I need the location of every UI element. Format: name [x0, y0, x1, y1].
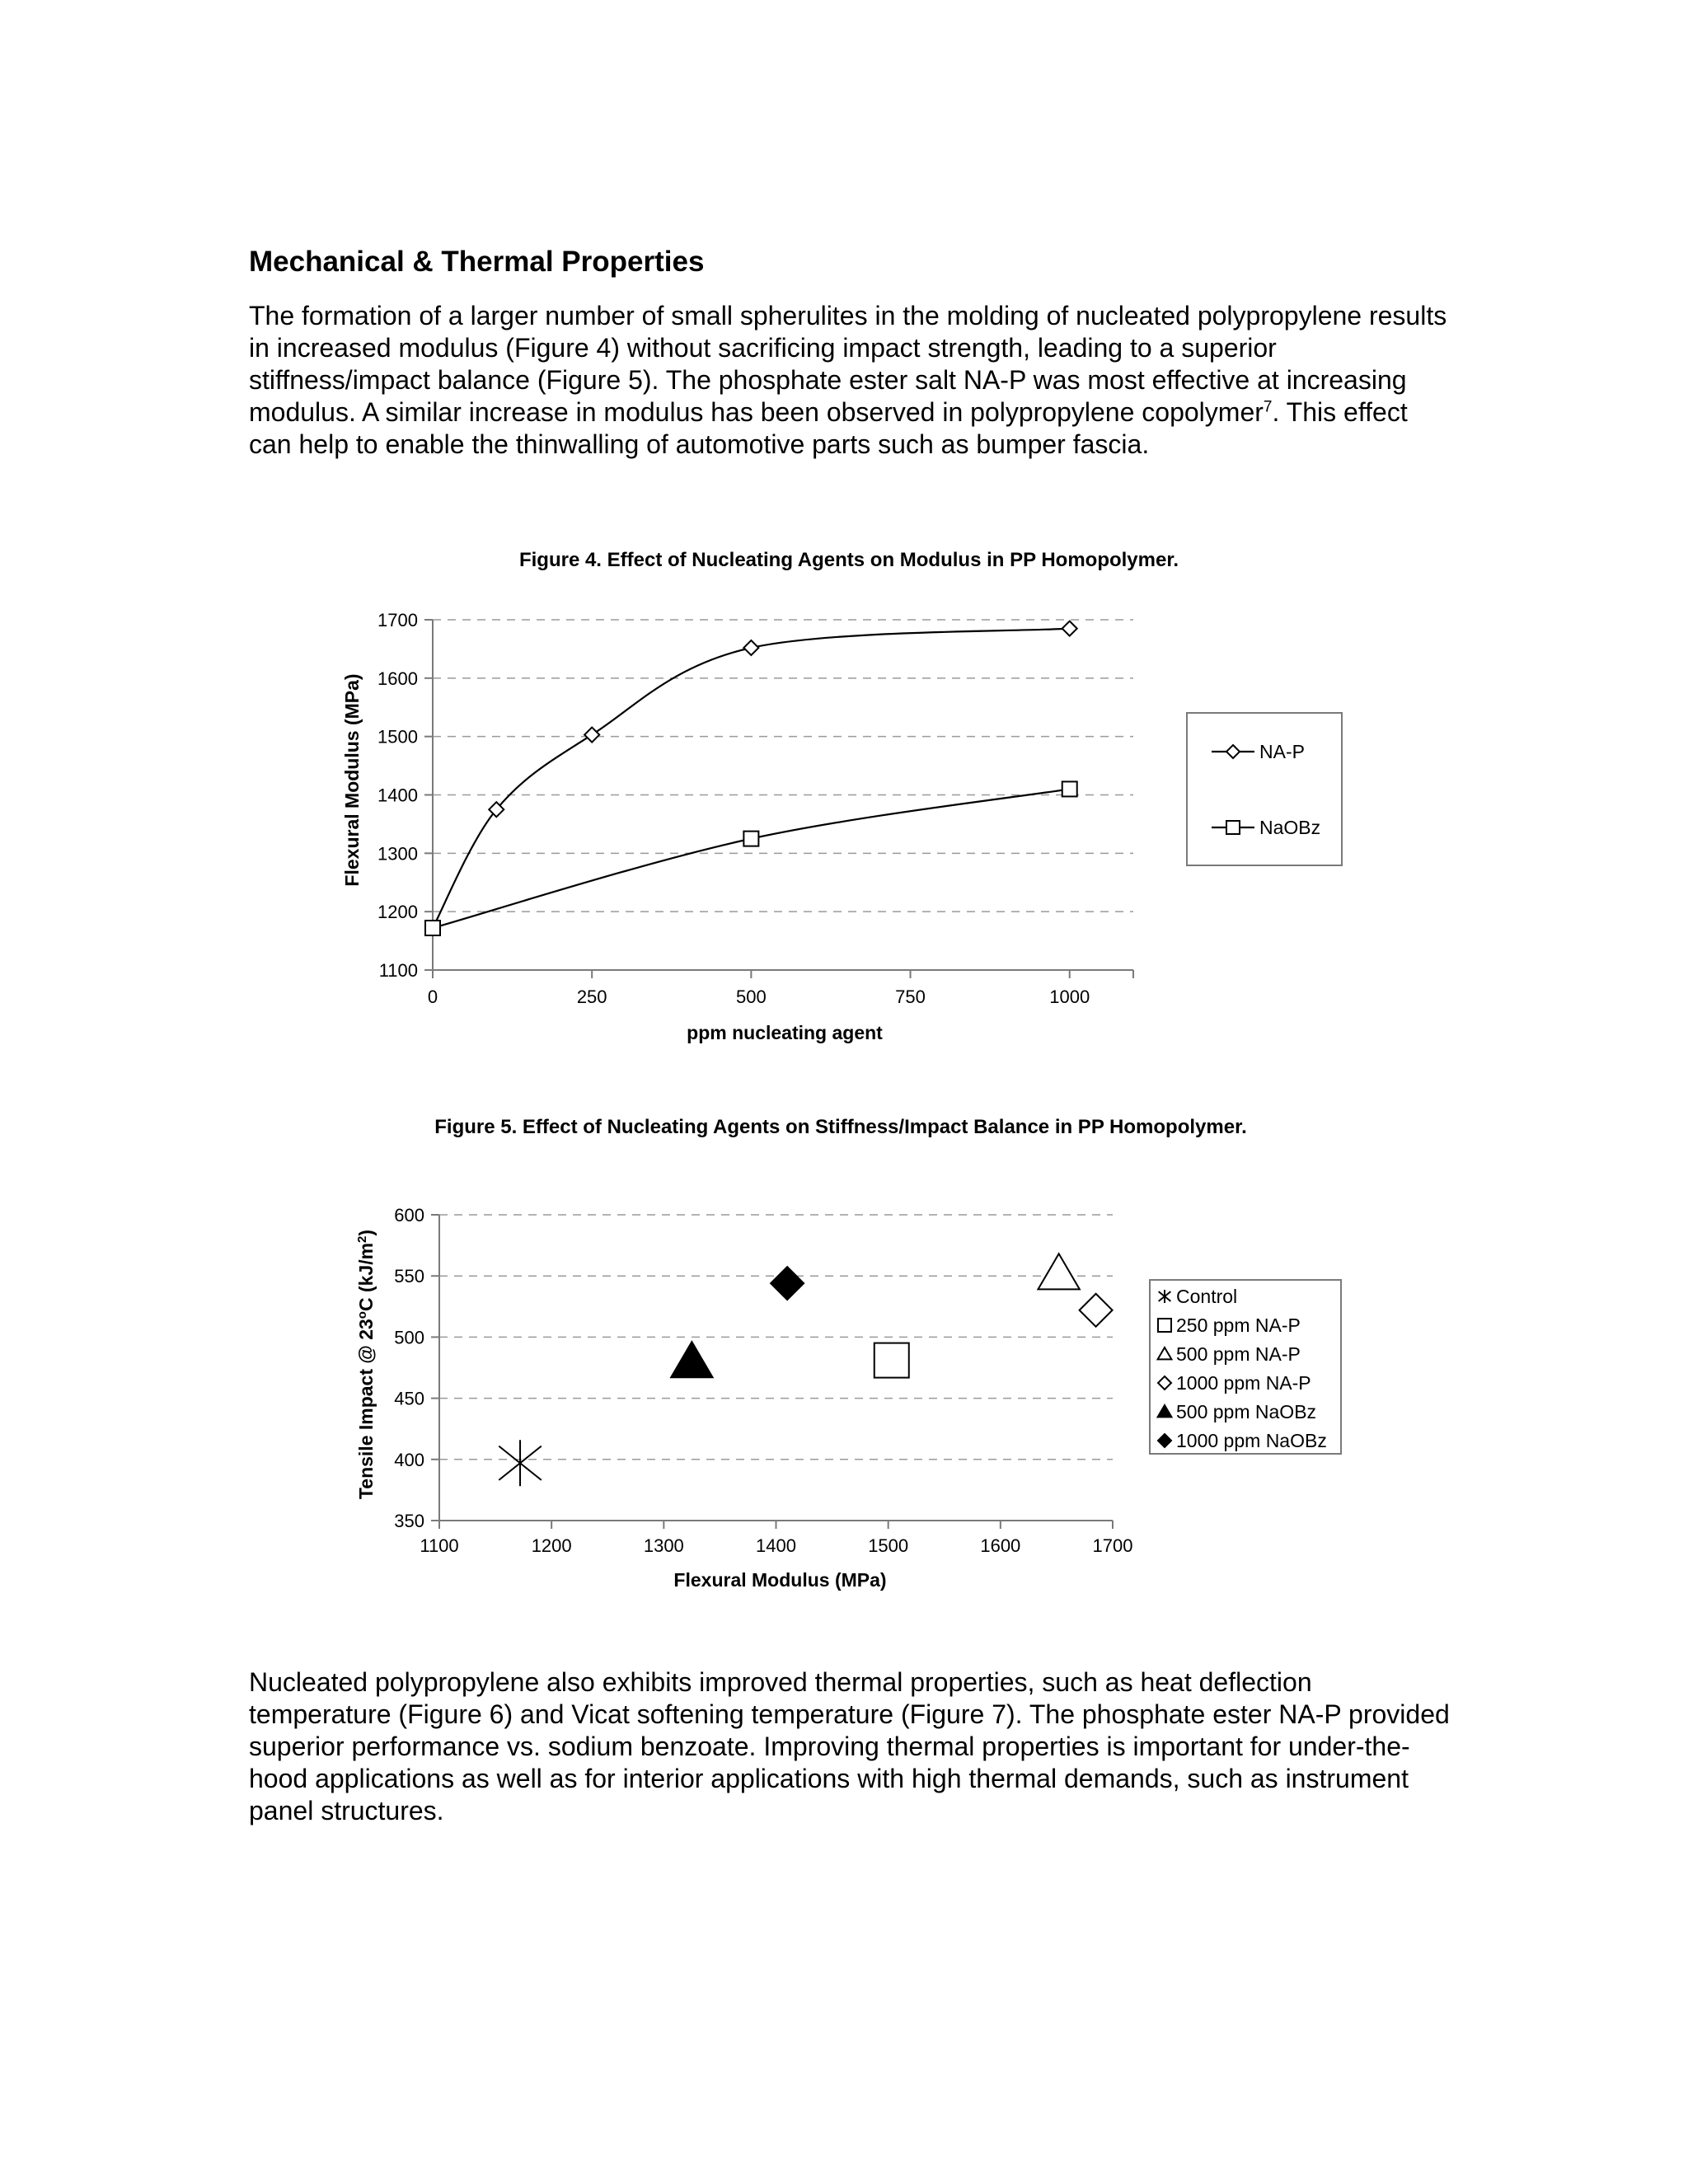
legend-label: 500 ppm NaOBz [1176, 1401, 1317, 1422]
figure4-caption: Figure 4. Effect of Nucleating Agents on Modulus in PP Homopolymer. [518, 549, 1179, 571]
x-tick-label: 750 [895, 987, 926, 1007]
x-tick-label: 0 [427, 987, 438, 1007]
y-tick-label: 500 [394, 1327, 424, 1348]
y-tick-label: 1300 [377, 843, 418, 865]
x-tick-label: 1300 [643, 1535, 684, 1556]
y-axis-label-part: Tensile Impact @ 23 [355, 1319, 377, 1500]
x-tick-label: 250 [576, 987, 607, 1007]
y-axis-label: Flexural Modulus (MPa) [341, 673, 363, 887]
x-tick-label: 500 [736, 987, 767, 1007]
data-point-250-ppm-na-p [874, 1343, 909, 1378]
data-point-500-ppm-na-p [1038, 1254, 1079, 1289]
x-tick-label: 1100 [420, 1535, 459, 1556]
x-tick-label: 1400 [756, 1535, 796, 1556]
y-tick-label: 1400 [377, 785, 418, 806]
legend-label: 1000 ppm NA-P [1176, 1372, 1311, 1394]
data-point-1000-ppm-na-p [1080, 1294, 1113, 1327]
paragraph-thermal: Nucleated polypropylene also exhibits improved thermal properties, such as heat deflection temperature (Figure 6) and Vicat softening temperature (Figure 7). The phosphate ester NA-P provided superior performance vs. sodium benzoate. Improving thermal properties is important for under-the-hood applications as well as for interior applications with high thermal demands, such as instrument panel structures. [249, 1667, 1450, 1825]
x-tick-label: 1700 [1092, 1535, 1133, 1556]
y-tick-label: 1100 [378, 960, 418, 981]
figure5-caption: Figure 5. Effect of Nucleating Agents on Stiffness/Impact Balance in PP Homopolymer. [434, 1116, 1247, 1138]
section-heading: Mechanical & Thermal Properties [249, 246, 705, 278]
y-axis-label-part: 2 [355, 1235, 369, 1243]
y-axis-label-part: ) [355, 1229, 377, 1236]
y-tick-label: 400 [394, 1449, 424, 1470]
x-tick-label: 1600 [980, 1535, 1021, 1556]
x-tick-label: 1000 [1049, 987, 1090, 1007]
x-axis-label: ppm nucleating agent [687, 1022, 883, 1043]
y-axis-label [355, 1230, 377, 1499]
y-axis-label-part: o [355, 1311, 369, 1319]
y-tick-label: 1600 [377, 668, 418, 689]
y-axis-label-part: C (kJ/m [355, 1242, 377, 1312]
data-point-control [499, 1440, 542, 1486]
paragraph-mechanical-text: The formation of a larger number of small spherulites in the molding of nucleated polypropylene results in increased modulus (Figure 4) without sacrificing impact strength, leading to a superior stiffness/impact balance (Figure 5). The phosphate ester salt NA-P was most effective at increasing modulus. A similar increase in modulus has been observed in polypropylene copolymer [249, 301, 1447, 427]
data-point-1000-ppm-naobz [771, 1267, 804, 1300]
legend-label: Control [1176, 1286, 1238, 1307]
reference-superscript: 7 [1263, 398, 1273, 416]
x-axis-label: Flexural Modulus (MPa) [673, 1569, 887, 1591]
x-tick-label: 1200 [531, 1535, 572, 1556]
legend-label: NaOBz [1259, 817, 1321, 838]
y-tick-label: 1200 [377, 902, 418, 923]
legend-label: 1000 ppm NaOBz [1176, 1430, 1327, 1451]
y-tick-label: 1700 [377, 610, 418, 630]
data-point-500-ppm-naobz [671, 1342, 712, 1377]
y-tick-label: 550 [394, 1266, 424, 1287]
x-tick-label: 1500 [868, 1535, 909, 1556]
y-tick-label: 1500 [377, 726, 418, 748]
legend-label: 250 ppm NA-P [1176, 1315, 1301, 1336]
paragraph-mechanical-text-end: . This effect can help to enable the thinwalling of automotive parts such as bumper fascia. [249, 397, 1408, 459]
y-tick-label: 450 [394, 1388, 424, 1409]
legend-marker [1158, 1319, 1171, 1332]
legend-label: 500 ppm NA-P [1176, 1343, 1301, 1365]
y-tick-label: 600 [394, 1205, 424, 1226]
legend-label: NA-P [1259, 741, 1305, 762]
y-tick-label: 350 [394, 1511, 424, 1531]
